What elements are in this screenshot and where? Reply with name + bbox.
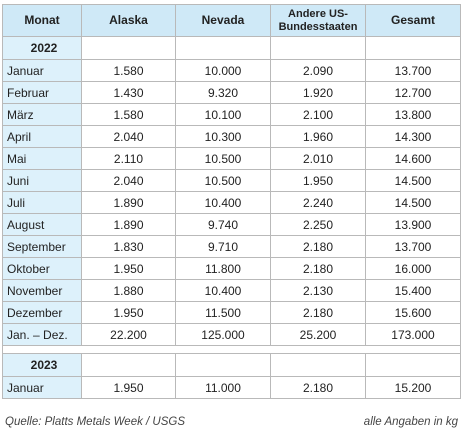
empty-cell [366,37,461,60]
alaska-value: 1.950 [82,258,176,280]
month-label: September [3,236,82,258]
header-alaska: Alaska [82,5,176,37]
nevada-value: 9.740 [176,214,271,236]
alaska-value: 1.580 [82,104,176,126]
total-value: 13.800 [366,104,461,126]
nevada-value: 10.500 [176,170,271,192]
table-row [3,214,461,236]
spacer-cell [366,346,461,354]
table-row [3,60,461,82]
empty-cell [271,354,366,377]
unit-note: alle Angaben in kg [363,416,458,428]
other-states-value: 2.180 [271,258,366,280]
alaska-value: 1.880 [82,280,176,302]
total-value: 14.500 [366,192,461,214]
other-states-value: 2.100 [271,104,366,126]
month-label: Dezember [3,302,82,324]
nevada-value: 9.320 [176,82,271,104]
total-value: 14.600 [366,148,461,170]
nevada-value: 10.400 [176,280,271,302]
nevada-value: 11.800 [176,258,271,280]
total-value: 14.300 [366,126,461,148]
nevada-value: 10.500 [176,148,271,170]
header-nevada: Nevada [176,5,271,37]
other-states-value: 2.130 [271,280,366,302]
total-value: 12.700 [366,82,461,104]
empty-cell [366,354,461,377]
alaska-value: 1.950 [82,302,176,324]
other-states-value: 2.090 [271,60,366,82]
table-row [3,280,461,302]
other-states-value: 2.180 [271,236,366,258]
year-row [3,354,461,377]
table-row [3,258,461,280]
table-row [3,236,461,258]
spacer-cell [271,346,366,354]
nevada-value: 125.000 [176,324,271,346]
total-value: 15.200 [366,377,461,399]
empty-cell [82,354,176,377]
header-other-states: Andere US-Bundesstaaten [271,5,366,37]
source-note: Quelle: Platts Metals Week / USGS [5,416,186,428]
other-states-value: 2.240 [271,192,366,214]
total-value: 13.700 [366,60,461,82]
table-row [3,324,461,346]
table-row [3,104,461,126]
month-label: April [3,126,82,148]
month-label: Januar [3,377,82,399]
table-row [3,148,461,170]
other-states-value: 2.180 [271,302,366,324]
nevada-value: 9.710 [176,236,271,258]
nevada-value: 10.100 [176,104,271,126]
empty-cell [82,37,176,60]
empty-cell [176,37,271,60]
alaska-value: 1.580 [82,60,176,82]
table-row [3,377,461,399]
month-label: August [3,214,82,236]
spacer-cell [3,346,82,354]
nevada-value: 11.000 [176,377,271,399]
other-states-value: 1.960 [271,126,366,148]
table-row [3,192,461,214]
month-label: Mai [3,148,82,170]
spacer-cell [176,346,271,354]
alaska-value: 2.040 [82,170,176,192]
other-states-value: 2.010 [271,148,366,170]
empty-cell [271,37,366,60]
other-states-value: 1.950 [271,170,366,192]
year-label: 2023 [3,354,82,377]
alaska-value: 2.040 [82,126,176,148]
total-value: 14.500 [366,170,461,192]
nevada-value: 10.300 [176,126,271,148]
month-label: Juli [3,192,82,214]
month-label: Juni [3,170,82,192]
other-states-value: 2.180 [271,377,366,399]
alaska-value: 22.200 [82,324,176,346]
year-row [3,37,461,60]
total-value: 15.600 [366,302,461,324]
table-row [3,126,461,148]
gold-production-table [2,4,461,399]
total-value: 16.000 [366,258,461,280]
month-label: Januar [3,60,82,82]
section-spacer [3,346,461,354]
other-states-value: 1.920 [271,82,366,104]
month-label: November [3,280,82,302]
table-row [3,302,461,324]
total-value: 13.700 [366,236,461,258]
spacer-cell [82,346,176,354]
empty-cell [176,354,271,377]
other-states-value: 25.200 [271,324,366,346]
year-label: 2022 [3,37,82,60]
total-value: 13.900 [366,214,461,236]
alaska-value: 1.890 [82,192,176,214]
total-value: 173.000 [366,324,461,346]
month-label: März [3,104,82,126]
month-label: Jan. – Dez. [3,324,82,346]
nevada-value: 11.500 [176,302,271,324]
month-label: Oktober [3,258,82,280]
month-label: Februar [3,82,82,104]
alaska-value: 1.830 [82,236,176,258]
header-total: Gesamt [366,5,461,37]
table-row [3,170,461,192]
alaska-value: 1.890 [82,214,176,236]
total-value: 15.400 [366,280,461,302]
nevada-value: 10.400 [176,192,271,214]
nevada-value: 10.000 [176,60,271,82]
alaska-value: 2.110 [82,148,176,170]
header-month: Monat [3,5,82,37]
header-row [3,5,461,37]
other-states-value: 2.250 [271,214,366,236]
alaska-value: 1.430 [82,82,176,104]
table-row [3,82,461,104]
alaska-value: 1.950 [82,377,176,399]
